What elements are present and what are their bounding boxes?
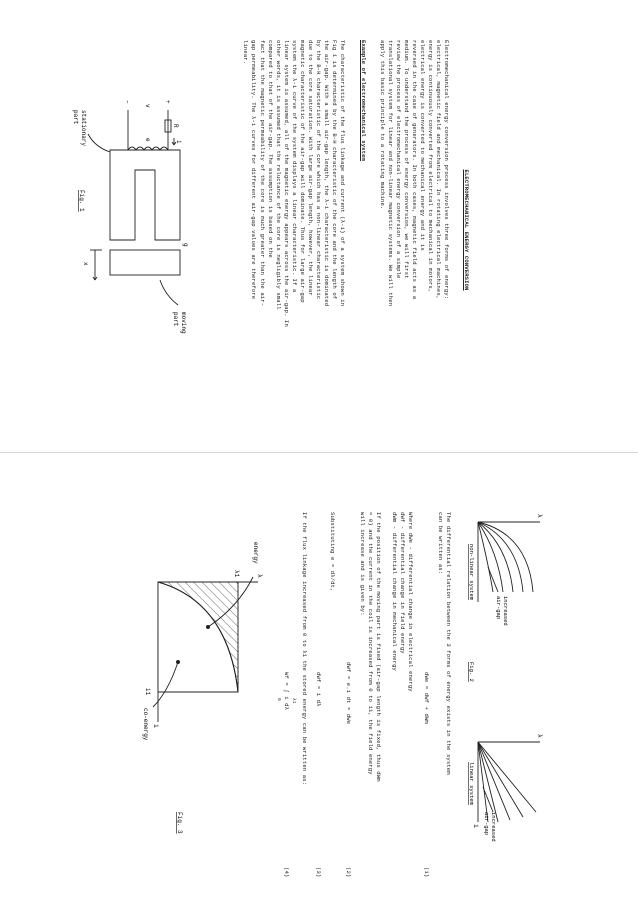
- fig1-caption: Fig. 1: [78, 190, 85, 212]
- fig2-caption: Fig. 2: [468, 662, 475, 682]
- fig1-stationary-label: stationary: [80, 110, 87, 147]
- example-line: linear.: [242, 40, 250, 65]
- fig1-plus: +: [164, 100, 171, 104]
- fig3-i1: i1: [144, 688, 151, 696]
- fig1-R: R: [172, 124, 179, 128]
- intro-line: electrical energy is converted to mechanical energy and it is: [418, 40, 426, 251]
- eq3-num: (3): [315, 867, 322, 878]
- subst-line: Substituting e = dλ/dt,: [329, 512, 336, 592]
- fig3-coenergy-label: co-energy: [142, 708, 149, 741]
- stationary-part-pointer: [88, 134, 110, 152]
- example-line: linear system is assumed, all of the magnetic energy appears across the air-gap. In: [282, 40, 290, 327]
- fig1-moving-label: moving: [180, 312, 187, 334]
- intro-line: Electromechanical energy conversion process involves three forms of energy:: [443, 40, 450, 300]
- fig1-v: v: [144, 104, 151, 108]
- fig1-e: e: [144, 138, 151, 142]
- text-line: will increase and is given by:: [358, 512, 366, 616]
- relation-paragraph: [436, 512, 452, 892]
- page-1: [50, 40, 470, 420]
- fig2-increased: increased: [490, 812, 497, 842]
- text-line: can be written as:: [436, 512, 444, 575]
- fig1-stationary-label: part: [72, 110, 79, 125]
- example-line: due to the core saturation. With large air-gap length, however, the linear: [306, 40, 314, 296]
- fig2-increased: air-gap: [483, 812, 490, 836]
- eq1-expr: dWe = dWf + dWm: [423, 672, 430, 724]
- eq2-num: (2): [345, 867, 352, 878]
- fig3-i: i: [152, 724, 159, 728]
- where-block: [390, 512, 414, 892]
- moving-core: [110, 250, 180, 275]
- intro-line: apply this basic principle to a rotating machine.: [378, 40, 386, 210]
- example-line: magnetic characteristic of the air-gap will dominate. Thus for large air-gap: [298, 40, 306, 303]
- fig2-increased: air-gap: [495, 596, 502, 620]
- fixed-paragraph: [358, 512, 382, 892]
- page-divider: [0, 452, 638, 453]
- page-title: ELECTROMECHANICAL ENERGY CONVERSION: [463, 169, 470, 291]
- eq4-num: (4): [283, 867, 290, 878]
- fig2-lambda: λ: [536, 514, 543, 518]
- intro-paragraph: [378, 40, 450, 420]
- example-line: by the B-H characteristic of the core which has a non-linear characteristic: [314, 40, 322, 300]
- equation-4: [274, 512, 294, 892]
- eq3-expr: dWf = i dλ: [315, 672, 322, 707]
- example-line: compared to that of the air-gap. The assumption is based on the: [266, 40, 274, 258]
- fig1-i: i: [175, 140, 182, 144]
- fig2-increased: increased: [502, 596, 509, 626]
- example-paragraph: [241, 40, 346, 420]
- text-line: = 0) and the current in the coil is increased from 0 to i1, the field energy: [366, 512, 374, 775]
- fig1-minus: –: [124, 100, 131, 104]
- fig3-diagram: [138, 512, 268, 902]
- text-line: If the position of the moving part is fixed (air-gap length is fixed, thus dWm: [375, 512, 382, 782]
- intro-line: translational system for linear and non-linear magnetic systems. We will then: [386, 40, 394, 307]
- section-heading: Example of electromechanical system: [360, 40, 367, 161]
- example-line: fact that the magnetic permeability of the core is much greater than the air-: [258, 40, 266, 307]
- fig1-g: g: [182, 243, 189, 247]
- intro-line: reversed in the case of generators. In both cases, magnetic field acts as a: [410, 40, 418, 300]
- intro-line: electrical, magnetic field and mechanical. In rotating electrical machines,: [434, 40, 442, 300]
- eq1-num: (1): [423, 867, 430, 878]
- intro-line: review the process of electromechanical energy conversion of a simple: [394, 40, 402, 279]
- fig2-i: i: [472, 824, 479, 828]
- eq4-upper: λ1: [291, 698, 296, 704]
- example-line: other words, it is assumed that the reluctance of the core is negligibly small: [274, 40, 282, 310]
- fig2-diagram: [468, 512, 548, 902]
- fig1-diagram: [70, 90, 230, 390]
- where-line: dWm - differential change in mechanical energy: [390, 512, 398, 672]
- text-line: The differential relation between the 3 forms of energy exists in the system: [445, 512, 452, 775]
- fig3-lambda1: λ1: [233, 570, 240, 578]
- example-line: The characteristic of the flux linkage and current (λ-i) of a system shown in: [339, 40, 346, 307]
- example-line: gap permeability. The λ-i curves for different air-gap values are therefore: [250, 40, 258, 300]
- example-line: Fig 1 is determined by the B-H characteristic of the core and the length of: [330, 40, 338, 300]
- fig2-lambda: λ: [536, 734, 543, 738]
- fig3-lambda: λ: [256, 574, 263, 578]
- flux-line: If the flux linkage increased from 0 to λ1 the stored energy can be written as:: [301, 512, 308, 786]
- fig3-caption: Fig. 3: [176, 812, 183, 834]
- eq4-expr: Wf = ∫ i dλ: [283, 672, 290, 711]
- page-2: [8, 512, 548, 902]
- fig1-moving-label: part: [172, 312, 179, 327]
- intro-line: medium. To understand the process of energy conversion, we will first: [402, 40, 410, 279]
- moving-part-pointer: [160, 280, 178, 305]
- fig2-nonlinear-title: non-linear system: [468, 544, 475, 601]
- stationary-core: [110, 150, 180, 240]
- where-line: dWf - differential change in field energy: [398, 512, 406, 654]
- example-line: the air-gap. With a small air-gap length, the λ-i characteristic is dominated: [322, 40, 330, 307]
- eq2-expr: dWf = e.i dt = dWe: [345, 662, 352, 725]
- where-line: Where dWe - differential change in electrical energy: [407, 512, 414, 692]
- example-line: system the λ-i curve of the system displays a linear characteristic. If a: [290, 40, 298, 293]
- fig2-linear-title: linear system: [468, 762, 475, 805]
- eq4-lower: 0: [276, 698, 281, 701]
- fig1-x: x: [82, 262, 89, 266]
- fig3-energy-label: energy: [252, 542, 259, 564]
- intro-line: energy is continuously converted from electrical to mechanical in motors,: [426, 40, 434, 293]
